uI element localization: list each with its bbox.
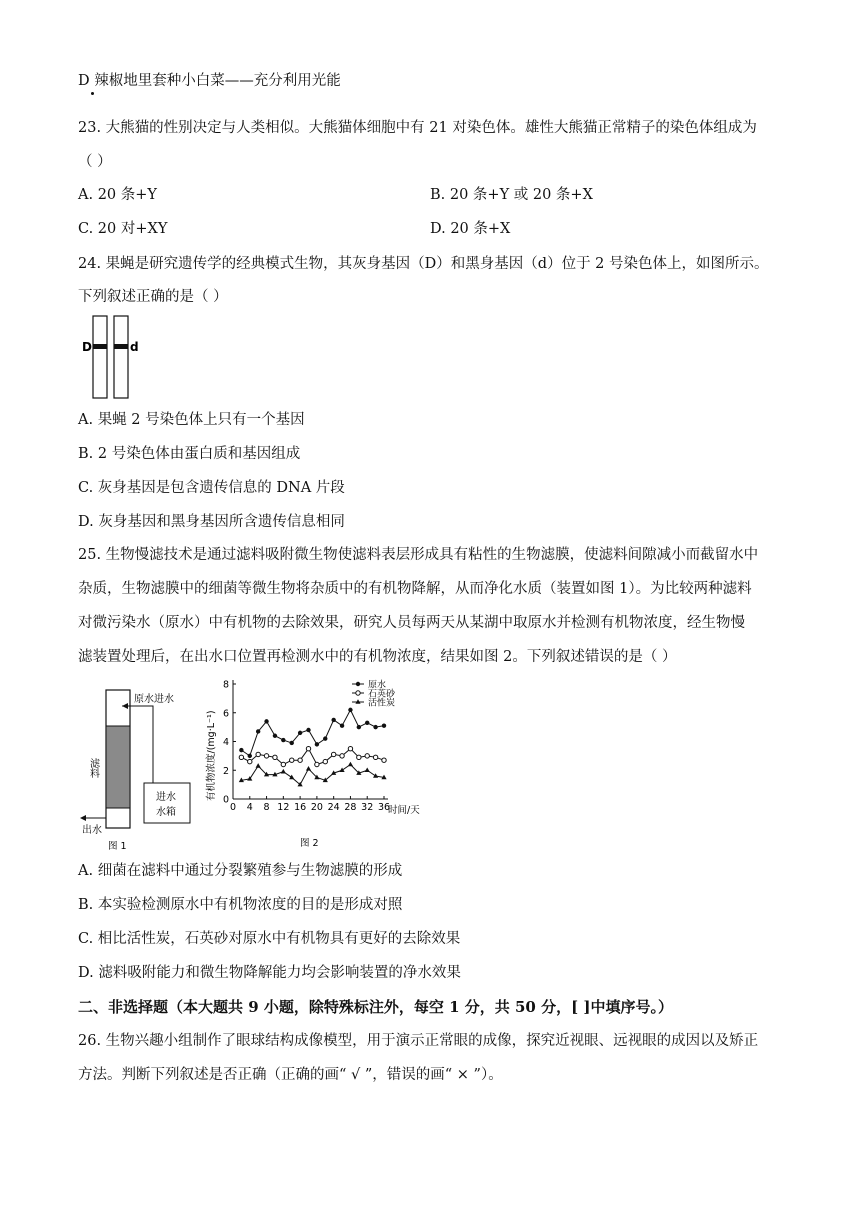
- data-point: [331, 718, 335, 722]
- q24-option-c: C. 灰身基因是包含遗传信息的 DNA 片段: [78, 480, 345, 496]
- chromosome-right: [114, 316, 128, 398]
- q26-stem-line1: 26. 生物兴趣小组制作了眼球结构成像模型，用于演示正常眼的成像，探究近视眼、远视眼的成因以及矫正: [78, 1033, 759, 1049]
- legend-label: 原水: [368, 680, 387, 691]
- x-tick-label: 4: [246, 802, 253, 813]
- q23-option-b: B. 20 条+Y 或 20 条+X: [430, 187, 593, 203]
- x-tick-label: 36: [377, 802, 391, 813]
- data-point: [256, 763, 261, 768]
- q25-stem-line1: 25. 生物慢滤技术是通过滤料吸附微生物使滤料表层形成具有粘性的生物滤膜，使滤料间隙减小而截留水中: [78, 547, 759, 563]
- data-point: [298, 758, 302, 762]
- q23-option-d: D. 20 条+X: [430, 221, 511, 237]
- x-tick-label: 16: [294, 802, 307, 813]
- data-point: [306, 766, 311, 771]
- x-tick-label: 8: [263, 802, 270, 813]
- chromosome-left: [93, 316, 107, 398]
- data-point: [239, 748, 243, 752]
- data-point: [264, 754, 268, 758]
- chart-xlabel: 时间/天: [388, 805, 420, 816]
- q25-stem-line3: 对微污染水（原水）中有机物的去除效果，研究人员每两天从某湖中取原水并检测有机物浓度，经生物慢: [78, 615, 745, 631]
- data-point: [356, 682, 360, 686]
- data-point: [248, 759, 252, 763]
- q25-option-b: B. 本实验检测原水中有机物浓度的目的是形成对照: [78, 897, 403, 913]
- data-point: [248, 754, 252, 758]
- y-tick-label: 0: [222, 794, 229, 806]
- y-tick-label: 4: [222, 737, 229, 748]
- section-heading: 二、非选择题（本大题共 9 小题，除特殊标注外，每空 1 分，共 50 分，[ ]中填序号。）: [78, 998, 674, 1016]
- data-point: [323, 759, 327, 763]
- tank-label-1: 进水: [156, 792, 176, 803]
- legend-label: 石英砂: [368, 689, 396, 700]
- data-point: [339, 767, 344, 772]
- x-tick-label: 24: [327, 802, 340, 813]
- data-point: [382, 758, 386, 762]
- data-point: [281, 762, 285, 766]
- data-point: [373, 773, 378, 778]
- gene-band-D: [93, 344, 107, 349]
- filter-media: [106, 726, 130, 808]
- x-tick-label: 12: [277, 802, 290, 813]
- filter-device-figure: [78, 678, 208, 853]
- inlet-label: 原水进水: [134, 694, 174, 705]
- gene-band-d: [114, 344, 128, 349]
- data-point: [357, 755, 361, 759]
- data-point: [373, 755, 377, 759]
- data-point: [348, 708, 352, 712]
- q22-option-d: D 辣椒地里套种小白菜——充分利用光能: [78, 73, 341, 89]
- x-tick-label: 32: [361, 802, 374, 813]
- q25-option-c: C. 相比活性炭，石英砂对原水中有机物具有更好的去除效果: [78, 931, 461, 947]
- q24-stem-line2: 下列叙述正确的是（ ）: [78, 289, 228, 305]
- series-line: [241, 765, 384, 785]
- emphasis-dot: [91, 92, 94, 95]
- q25-option-a: A. 细菌在滤料中通过分裂繁殖参与生物滤膜的形成: [78, 863, 403, 879]
- legend-label: 活性炭: [368, 698, 396, 709]
- fig1-caption: 图 1: [108, 841, 127, 852]
- series-line: [241, 749, 384, 765]
- q25-option-d: D. 滤料吸附能力和微生物降解能力均会影响装置的净水效果: [78, 965, 461, 981]
- data-point: [382, 723, 386, 727]
- q24-option-d: D. 灰身基因和黑身基因所含遗传信息相同: [78, 514, 345, 530]
- q23-stem-line1: 23. 大熊猫的性别决定与人类相似。大熊猫体细胞中有 21 对染色体。雄性大熊猫正常精子的染色体组成为: [78, 120, 757, 136]
- label-D: D: [82, 340, 92, 354]
- data-point: [281, 738, 285, 742]
- y-tick-label: 8: [222, 679, 229, 691]
- data-point: [289, 775, 294, 780]
- chart-ylabel: 有机物浓度/(mg·L⁻¹): [206, 710, 217, 801]
- data-point: [340, 723, 344, 727]
- data-point: [306, 728, 310, 732]
- data-point: [356, 691, 360, 695]
- data-point: [348, 762, 353, 767]
- data-point: [281, 769, 286, 774]
- y-tick-label: 6: [222, 708, 229, 720]
- y-tick-label: 2: [222, 765, 229, 777]
- data-point: [357, 725, 361, 729]
- q24-option-b: B. 2 号染色体由蛋白质和基因组成: [78, 446, 301, 462]
- data-point: [290, 741, 294, 745]
- x-tick-label: 0: [229, 802, 237, 813]
- data-point: [365, 767, 370, 772]
- tank-label-2: 水箱: [156, 807, 176, 818]
- label-d: d: [130, 340, 139, 354]
- data-point: [273, 734, 277, 738]
- q25-stem-line4: 滤装置处理后，在出水口位置再检测水中的有机物浓度，结果如图 2。下列叙述错误的是（ ）: [78, 649, 677, 665]
- data-point: [340, 754, 344, 758]
- data-point: [306, 746, 310, 750]
- data-point: [331, 752, 335, 756]
- x-tick-label: 28: [344, 802, 357, 813]
- data-point: [290, 758, 294, 762]
- outlet-arrow: [80, 815, 86, 821]
- chromosome-figure: [80, 312, 140, 402]
- data-point: [365, 754, 369, 758]
- data-point: [256, 752, 260, 756]
- q25-stem-line2: 杂质，生物滤膜中的细菌等微生物将杂质中的有机物降解，从而净化水质（装置如图 1）。为比较两种滤料: [78, 581, 752, 597]
- organic-concentration-chart: [200, 676, 440, 853]
- q24-option-a: A. 果蝇 2 号染色体上只有一个基因: [78, 412, 305, 428]
- outlet-label: 出水: [82, 825, 102, 836]
- data-point: [264, 719, 268, 723]
- data-point: [315, 762, 319, 766]
- q23-stem-line2: （ ）: [78, 154, 112, 170]
- q24-stem-line1: 24. 果蝇是研究遗传学的经典模式生物，其灰身基因（D）和黑身基因（d）位于 2 号染色体上，如图所示。: [78, 256, 769, 272]
- data-point: [298, 731, 302, 735]
- data-point: [256, 729, 260, 733]
- series-line: [241, 710, 384, 756]
- x-tick-label: 20: [310, 802, 323, 813]
- data-point: [239, 755, 243, 759]
- data-point: [373, 725, 377, 729]
- data-point: [273, 755, 277, 759]
- data-point: [323, 736, 327, 740]
- q23-option-c: C. 20 对+XY: [78, 221, 168, 237]
- data-point: [365, 721, 369, 725]
- q26-stem-line2: 方法。判断下列叙述是否正确（正确的画“ √ ”，错误的画“ × ”）。: [78, 1067, 503, 1083]
- q23-option-a: A. 20 条+Y: [78, 187, 157, 203]
- data-point: [348, 746, 352, 750]
- filter-label: 滤料: [87, 758, 99, 778]
- chart-caption: 图 2: [300, 838, 319, 849]
- data-point: [315, 742, 319, 746]
